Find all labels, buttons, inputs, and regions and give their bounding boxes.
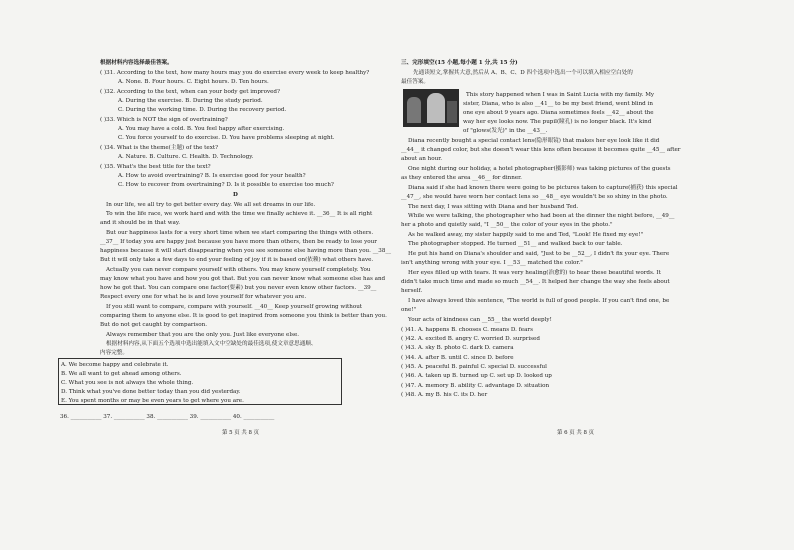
left-text-line: C. During the working time. D. During the recovery period.: [118, 107, 287, 113]
right-text-line: didn't take much time and made so much __54__. It helped her change the way she feels about: [401, 279, 670, 285]
photo-figure: [427, 93, 445, 123]
left-text-line: C. You force yourself to do exercise. D. You have problems sleeping at night.: [118, 135, 335, 141]
right-text-line: __47__, she would have worn her contact lens so __48__ eye wouldn't be so shiny in the photo.: [401, 194, 668, 200]
right-text-line: One night during our holiday, a hotel photographer(摄影师) was taking pictures of the guests: [408, 166, 671, 172]
right-text-line: Your acts of kindness can __55__ the world deeply!: [408, 317, 552, 323]
left-text-line: A. During the exercise. B. During the study period.: [118, 98, 263, 104]
right-text-line: ( )43. A. sky B. photo C. dark D. camera: [401, 345, 514, 351]
right-text-line: as they entered the area __46__ for dinner.: [401, 175, 522, 181]
left-text-line: Always remember that you are the only you. Just like everyone else.: [106, 332, 300, 338]
right-text-line: her a photo and quietly said, "I __50__ the color of your eyes in the photo.": [401, 222, 613, 228]
right-text-line: The next day, I was sitting with Diana and her husband Ted.: [408, 204, 579, 210]
right-text-line: Diana recently bought a special contact lens(隐形眼镜) that makes her eye look like it did: [408, 138, 660, 144]
right-text-line: ( )48. A. my B. his C. its D. her: [401, 392, 488, 398]
left-text-line: But our happiness lasts for a very short time when we start comparing the things with others.: [106, 230, 374, 236]
right-text-line: 最佳答案。: [401, 79, 429, 85]
right-text-line: __44__ it changed color, but she doesn't wear this lens often because it becomes quite __45__ after: [401, 147, 681, 153]
left-text-line: and it should be in that way.: [100, 220, 181, 226]
right-text-line: Her eyes filled up with tears. It was very healing(治愈的) to hear these beautiful words. It: [408, 270, 661, 276]
photo-figure: [407, 97, 421, 123]
left-text-line: happiness because it will start disappearing when you see someone else having more than you. __38__: [100, 248, 392, 254]
right-text-line: of "glows(发光)" in the __43__.: [463, 128, 548, 134]
page-footer-right: 第 6 页 共 8 页: [557, 430, 594, 436]
section-d-heading: D: [233, 192, 238, 198]
left-text-line: To win the life race, we work hard and with the time we finally achieve it. __36__ It is all right: [106, 211, 373, 217]
right-text-line: As he walked away, my sister happily said to me and Ted, "Look! He fixed my eye!": [408, 232, 644, 238]
right-text-line: one eye about 9 years ago. Diana sometimes feels __42__ about the: [463, 110, 654, 116]
left-text-line: may know what you have and how you got that. But you can never know what someone else has and: [100, 276, 386, 282]
left-text-line: Actually you can never compare yourself with others. You may know yourself completely. You: [106, 267, 371, 273]
right-text-line: ( )41. A. happens B. chooses C. means D. fears: [401, 327, 533, 333]
left-text-line: __37__ If today you are happy just because you have more than others, then be ready to lose your: [100, 239, 377, 245]
left-text-line: A. How to avoid overtraining? B. Is exercise good for your health?: [118, 173, 306, 179]
left-text-line: ( )31. According to the text, how many hours may you do exercise every week to keep healthy?: [100, 70, 370, 76]
left-text-line: 内容完整。: [100, 350, 128, 356]
right-text-line: ( )47. A. memory B. ability C. advantage D. situation: [401, 383, 550, 389]
left-text-line: ( )33. Which is NOT the sign of overtraining?: [100, 117, 228, 123]
right-text-line: I have always loved this sentence, "The world is full of good people. If you can't find one, be: [408, 298, 670, 304]
right-text-line: ( )46. A. taken up B. turned up C. set up D. looked up: [401, 373, 552, 379]
right-text-line: 三、完形填空(15 小题,每小题 1 分,共 15 分): [401, 60, 518, 66]
left-text-line: comparing them to anyone else. It is good to get inspired from someone you think is better than you.: [100, 313, 387, 319]
right-text-line: way her eye looks now. The pupil(瞳孔) is no longer black. It's kind: [463, 119, 652, 125]
right-text-line: He put his hand on Diana's shoulder and said, "Just to be __52__, I didn't fix your eye. There: [408, 251, 670, 257]
page-footer-left: 第 5 页 共 8 页: [222, 430, 259, 436]
left-text-line: If you still want to compare, compare with yourself. __40__ Keep yourself growing without: [106, 304, 363, 310]
right-text-line: Diana said if she had known there were going to be pictures taken to capture(捕获) this special: [408, 185, 678, 191]
left-text-line: C. How to recover from overtraining? D. Is it possible to exercise too much?: [118, 182, 334, 188]
left-text-line: But do not get caught by comparison.: [100, 322, 207, 328]
left-text-line: A. Nature. B. Culture. C. Health. D. Technology.: [118, 154, 254, 160]
left-text-line: how he got that. You can compare one factor(要素) but you never even know other factors. __39__: [100, 285, 377, 291]
left-text-line: A. You may have a cold. B. You feel happy after exercising.: [118, 126, 285, 132]
right-text-line: herself.: [401, 288, 423, 294]
left-text-line: ( )35. What's the best title for the text?: [100, 164, 211, 170]
right-text-line: ( )42. A. excited B. angry C. worried D. surprised: [401, 336, 540, 342]
right-text-line: ( )44. A. after B. until C. since D. before: [401, 355, 514, 361]
right-text-line: about an hour.: [401, 156, 443, 162]
left-text-line: But it will only take a few days to end your feeling of joy if it is based on(依赖) what others have.: [100, 257, 374, 263]
right-text-line: This story happened when I was in Saint Lucia with my family. My: [466, 92, 655, 98]
left-text-line: B. We all want to get ahead among others.: [61, 371, 182, 377]
left-text-line: Respect every one for what he is and love yourself for whatever you are.: [100, 294, 307, 300]
right-text-line: While we were talking, the photographer who had been at the dinner the night before, __49__: [408, 213, 675, 219]
left-text-line: 根据材料内容,从下面五个选项中选出能填入文中空缺处的最佳选项,使文章意思通顺、: [106, 341, 317, 347]
right-text-line: sister, Diana, who is also __41__ to be my best friend, went blind in: [463, 101, 653, 107]
left-text-line: In our life, we all try to get better every day. We all set dreams in our life.: [106, 202, 316, 208]
right-text-line: one!": [401, 307, 417, 313]
left-text-line: A. We become happy and celebrate it.: [61, 362, 169, 368]
left-text-line: 36. ___________ 37. ___________ 38. ___________ 39. ___________ 40. ___________: [60, 414, 275, 420]
left-text-line: D. Think what you've done better today than you did yesterday.: [61, 389, 241, 395]
story-photo: [403, 89, 459, 127]
right-text-line: The photographer stopped. He turned __51__ and walked back to our table.: [408, 241, 623, 247]
left-text-line: E. You spent months or may be even years to get where you are.: [61, 398, 244, 404]
right-text-line: 先通读短文,掌握其大意,然后从 A、B、C、D 四个选项中选出一个可以填入相应空白处的: [413, 70, 633, 76]
left-text-line: A. None. B. Four hours. C. Eight hours. D. Ten hours.: [118, 79, 269, 85]
left-text-line: C. What you see is not always the whole thing.: [61, 380, 194, 386]
left-text-line: 根据材料内容选择最佳答案。: [100, 60, 173, 66]
right-text-line: ( )45. A. peaceful B. painful C. special D. successful: [401, 364, 547, 370]
left-text-line: ( )34. What is the theme(主题) of the text?: [100, 145, 219, 151]
left-text-line: ( )32. According to the text, when can your body get improved?: [100, 89, 281, 95]
right-text-line: isn't anything wrong with your eye. I __53__ matched the color.": [401, 260, 583, 266]
photo-figure: [447, 101, 457, 123]
